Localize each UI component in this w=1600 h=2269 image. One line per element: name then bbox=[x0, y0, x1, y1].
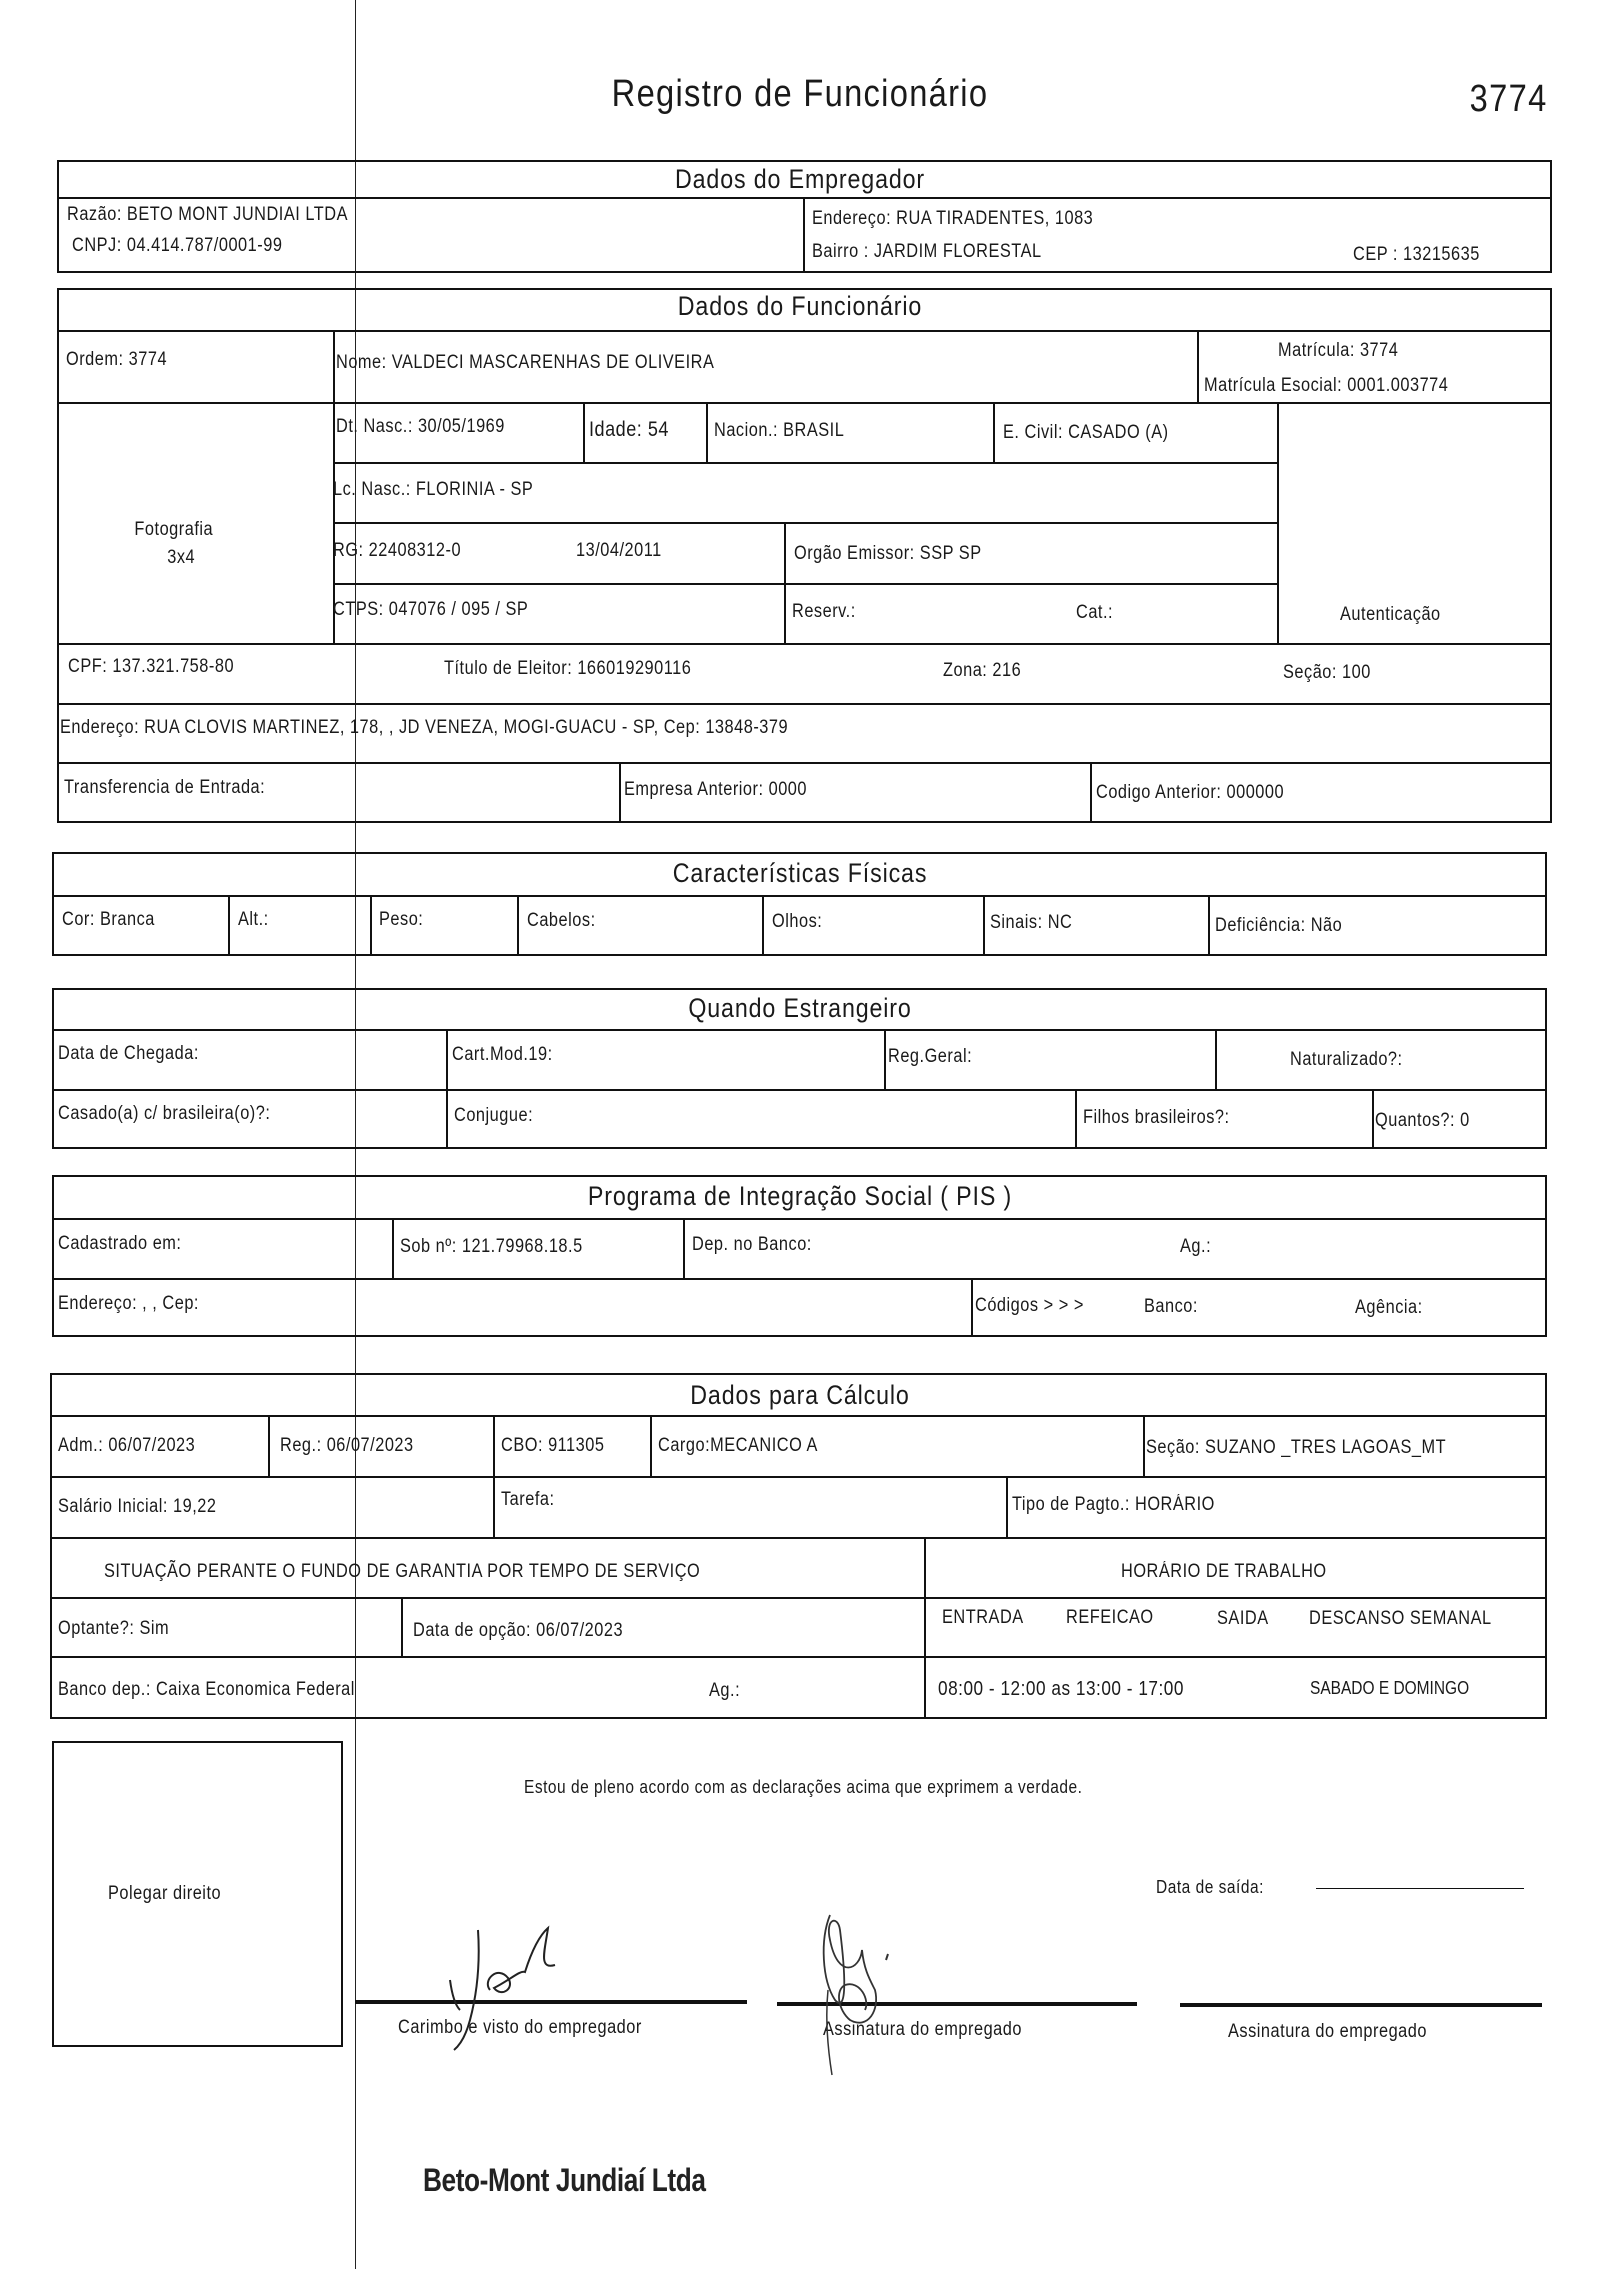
divider bbox=[52, 1089, 1547, 1091]
divider bbox=[993, 402, 995, 462]
employee-rg: RG: 22408312-0 bbox=[333, 540, 462, 561]
signature-label-employee-2: Assinatura do empregado bbox=[1228, 2021, 1427, 2042]
employee-cat: Cat.: bbox=[1076, 602, 1114, 623]
physical-header: Características Físicas bbox=[672, 858, 928, 888]
divider bbox=[57, 330, 1552, 332]
foreigner-filhos-brasileiros: Filhos brasileiros?: bbox=[1083, 1107, 1230, 1128]
divider bbox=[1143, 1415, 1145, 1476]
divider bbox=[333, 583, 1277, 585]
calc-banco-dep: Banco dep.: Caixa Economica Federal bbox=[58, 1679, 355, 1700]
physical-cabelos: Cabelos: bbox=[527, 910, 596, 931]
horario-col-saida: SAIDA bbox=[1217, 1608, 1269, 1629]
calc-optante: Optante?: Sim bbox=[58, 1618, 170, 1639]
employee-zona: Zona: 216 bbox=[943, 660, 1022, 681]
divider bbox=[52, 1029, 1547, 1031]
signature-line-employee-2 bbox=[1180, 2003, 1542, 2007]
divider bbox=[50, 1597, 1547, 1599]
signature-label-employer: Carimbo e visto do empregador bbox=[398, 2017, 642, 2038]
physical-olhos: Olhos: bbox=[772, 911, 823, 932]
divider bbox=[50, 1476, 1547, 1478]
divider bbox=[1215, 1029, 1217, 1089]
divider bbox=[650, 1415, 652, 1476]
physical-cor: Cor: Branca bbox=[62, 909, 155, 930]
employer-cnpj: CNPJ: 04.414.787/0001-99 bbox=[72, 235, 283, 256]
calc-data-opcao: Data de opção: 06/07/2023 bbox=[413, 1620, 624, 1641]
data-saida-label: Data de saída: bbox=[1156, 1877, 1264, 1897]
employee-titulo-eleitor: Título de Eleitor: 166019290116 bbox=[444, 658, 692, 679]
company-stamp: Beto-Mont Jundiaí Ltda bbox=[423, 2162, 706, 2198]
horario-col-descanso: DESCANSO SEMANAL bbox=[1309, 1608, 1492, 1629]
calc-adm: Adm.: 06/07/2023 bbox=[58, 1435, 196, 1456]
divider bbox=[1090, 762, 1092, 823]
divider bbox=[924, 1537, 926, 1719]
calc-box bbox=[50, 1373, 1547, 1719]
employee-dt-nasc: Dt. Nasc.: 30/05/1969 bbox=[336, 416, 505, 437]
calc-reg: Reg.: 06/07/2023 bbox=[280, 1435, 414, 1456]
employer-signature-mark bbox=[420, 1910, 620, 2060]
declaration-text: Estou de pleno acordo com as declarações acima que exprimem a verdade. bbox=[524, 1777, 1083, 1797]
employer-bairro: Bairro : JARDIM FLORESTAL bbox=[812, 241, 1042, 262]
divider bbox=[268, 1415, 270, 1476]
foreigner-data-chegada: Data de Chegada: bbox=[58, 1043, 199, 1064]
divider bbox=[1075, 1089, 1077, 1149]
employer-endereco: Endereço: RUA TIRADENTES, 1083 bbox=[812, 208, 1094, 229]
divider bbox=[1208, 895, 1210, 956]
divider bbox=[1277, 402, 1279, 643]
divider bbox=[333, 522, 1277, 524]
calc-salario: Salário Inicial: 19,22 bbox=[58, 1496, 217, 1517]
divider bbox=[619, 762, 621, 823]
employee-autenticacao: Autenticação bbox=[1340, 604, 1441, 625]
employee-matricula-esocial: Matrícula Esocial: 0001.003774 bbox=[1204, 375, 1449, 396]
employee-cpf: CPF: 137.321.758-80 bbox=[68, 656, 235, 677]
calc-secao: Seção: SUZANO _TRES LAGOAS_MT bbox=[1146, 1437, 1447, 1458]
data-saida-field[interactable] bbox=[1316, 1888, 1524, 1889]
divider bbox=[57, 703, 1552, 705]
physical-peso: Peso: bbox=[379, 909, 424, 930]
employee-endereco: Endereço: RUA CLOVIS MARTINEZ, 178, , JD VENEZA, MOGI-GUACU - SP, Cep: 13848-379 bbox=[60, 717, 789, 738]
pis-header: Programa de Integração Social ( PIS ) bbox=[587, 1181, 1013, 1211]
employee-nacion: Nacion.: BRASIL bbox=[714, 420, 845, 441]
employee-signature-mark bbox=[800, 1910, 950, 2080]
calc-cbo: CBO: 911305 bbox=[501, 1435, 605, 1456]
foreigner-header: Quando Estrangeiro bbox=[688, 993, 912, 1023]
calc-horario-header: HORÁRIO DE TRABALHO bbox=[1121, 1561, 1327, 1582]
pis-dep-banco: Dep. no Banco: bbox=[692, 1234, 812, 1255]
foreigner-casado-brasileira: Casado(a) c/ brasileira(o)?: bbox=[58, 1103, 271, 1124]
foreigner-reg-geral: Reg.Geral: bbox=[888, 1046, 973, 1067]
employee-nome: Nome: VALDECI MASCARENHAS DE OLIVEIRA bbox=[336, 352, 715, 373]
employee-orgao-emissor: Orgão Emissor: SSP SP bbox=[794, 543, 982, 564]
foreigner-naturalizado: Naturalizado?: bbox=[1290, 1049, 1403, 1070]
employee-codigo-anterior: Codigo Anterior: 000000 bbox=[1096, 782, 1285, 803]
horario-col-refeicao: REFEICAO bbox=[1066, 1607, 1154, 1628]
physical-deficiencia: Deficiência: Não bbox=[1215, 915, 1343, 936]
employee-rg-date: 13/04/2011 bbox=[576, 540, 662, 561]
employee-reserv: Reserv.: bbox=[792, 601, 856, 622]
employee-matricula: Matrícula: 3774 bbox=[1278, 340, 1399, 361]
document-number: 3774 bbox=[1470, 78, 1548, 120]
horario-values: 08:00 - 12:00 as 13:00 - 17:00 bbox=[938, 1678, 1184, 1700]
foreigner-conjugue: Conjugue: bbox=[454, 1105, 534, 1126]
employee-transferencia: Transferencia de Entrada: bbox=[64, 777, 266, 798]
divider bbox=[50, 1537, 1547, 1539]
divider bbox=[583, 402, 585, 462]
calc-fgts-header: SITUAÇÃO PERANTE O FUNDO DE GARANTIA POR TEMPO DE SERVIÇO bbox=[104, 1561, 701, 1582]
thumbprint-label: Polegar direito bbox=[108, 1883, 222, 1904]
divider bbox=[57, 402, 1552, 404]
divider bbox=[884, 1029, 886, 1089]
divider bbox=[392, 1218, 394, 1278]
employer-razao: Razão: BETO MONT JUNDIAI LTDA bbox=[67, 204, 349, 225]
foreigner-cart-mod19: Cart.Mod.19: bbox=[452, 1044, 553, 1065]
employee-idade: Idade: 54 bbox=[589, 418, 669, 441]
divider bbox=[52, 895, 1547, 897]
calc-tarefa: Tarefa: bbox=[501, 1489, 555, 1510]
physical-sinais: Sinais: NC bbox=[990, 912, 1073, 933]
pis-ag: Ag.: bbox=[1180, 1236, 1212, 1257]
calc-ag: Ag.: bbox=[709, 1680, 741, 1701]
physical-alt: Alt.: bbox=[238, 909, 269, 930]
divider bbox=[57, 643, 1552, 645]
employee-empresa-anterior: Empresa Anterior: 0000 bbox=[624, 779, 808, 800]
divider bbox=[1197, 330, 1199, 403]
pis-banco: Banco: bbox=[1144, 1296, 1198, 1317]
foreigner-quantos: Quantos?: 0 bbox=[1375, 1110, 1470, 1131]
photo-label: Fotografia bbox=[134, 519, 214, 540]
divider bbox=[762, 895, 764, 956]
divider bbox=[1006, 1476, 1008, 1537]
pis-cadastrado-em: Cadastrado em: bbox=[58, 1233, 182, 1254]
divider bbox=[983, 895, 985, 956]
divider bbox=[52, 1218, 1547, 1220]
employee-header: Dados do Funcionário bbox=[677, 291, 923, 321]
divider bbox=[57, 762, 1552, 764]
pis-agencia: Agência: bbox=[1355, 1297, 1423, 1318]
divider bbox=[370, 895, 372, 956]
employee-ordem: Ordem: 3774 bbox=[66, 349, 168, 370]
divider bbox=[803, 197, 805, 273]
pis-endereco: Endereço: , , Cep: bbox=[58, 1293, 199, 1314]
calc-header: Dados para Cálculo bbox=[690, 1380, 910, 1410]
divider bbox=[971, 1278, 973, 1337]
divider bbox=[50, 1656, 1547, 1658]
employee-lc-nasc: Lc. Nasc.: FLORINIA - SP bbox=[333, 479, 534, 500]
calc-cargo: Cargo:MECANICO A bbox=[658, 1435, 818, 1456]
horario-col-entrada: ENTRADA bbox=[942, 1607, 1024, 1628]
page-title: Registro de Funcionário bbox=[611, 73, 989, 115]
photo-size-label: 3x4 bbox=[167, 547, 196, 568]
calc-tipo-pagto: Tipo de Pagto.: HORÁRIO bbox=[1012, 1494, 1215, 1515]
divider bbox=[50, 1415, 1547, 1417]
employer-header: Dados do Empregador bbox=[675, 164, 925, 194]
divider bbox=[706, 402, 708, 462]
pis-sob-n: Sob nº: 121.79968.18.5 bbox=[400, 1236, 583, 1257]
divider bbox=[401, 1597, 403, 1656]
divider bbox=[517, 895, 519, 956]
signature-label-employee-1: Assinatura do empregado bbox=[823, 2019, 1022, 2040]
divider bbox=[228, 895, 230, 956]
employee-secao: Seção: 100 bbox=[1283, 662, 1371, 683]
horario-descanso: SABADO E DOMINGO bbox=[1310, 1678, 1470, 1698]
employee-ctps: CTPS: 047076 / 095 / SP bbox=[333, 599, 529, 620]
divider bbox=[1372, 1089, 1374, 1149]
pis-codigos: Códigos > > > bbox=[975, 1295, 1084, 1316]
divider bbox=[52, 1278, 1547, 1280]
employer-cep: CEP : 13215635 bbox=[1353, 244, 1480, 265]
employee-estado-civil: E. Civil: CASADO (A) bbox=[1003, 422, 1169, 443]
divider bbox=[683, 1218, 685, 1278]
divider bbox=[333, 462, 1277, 464]
